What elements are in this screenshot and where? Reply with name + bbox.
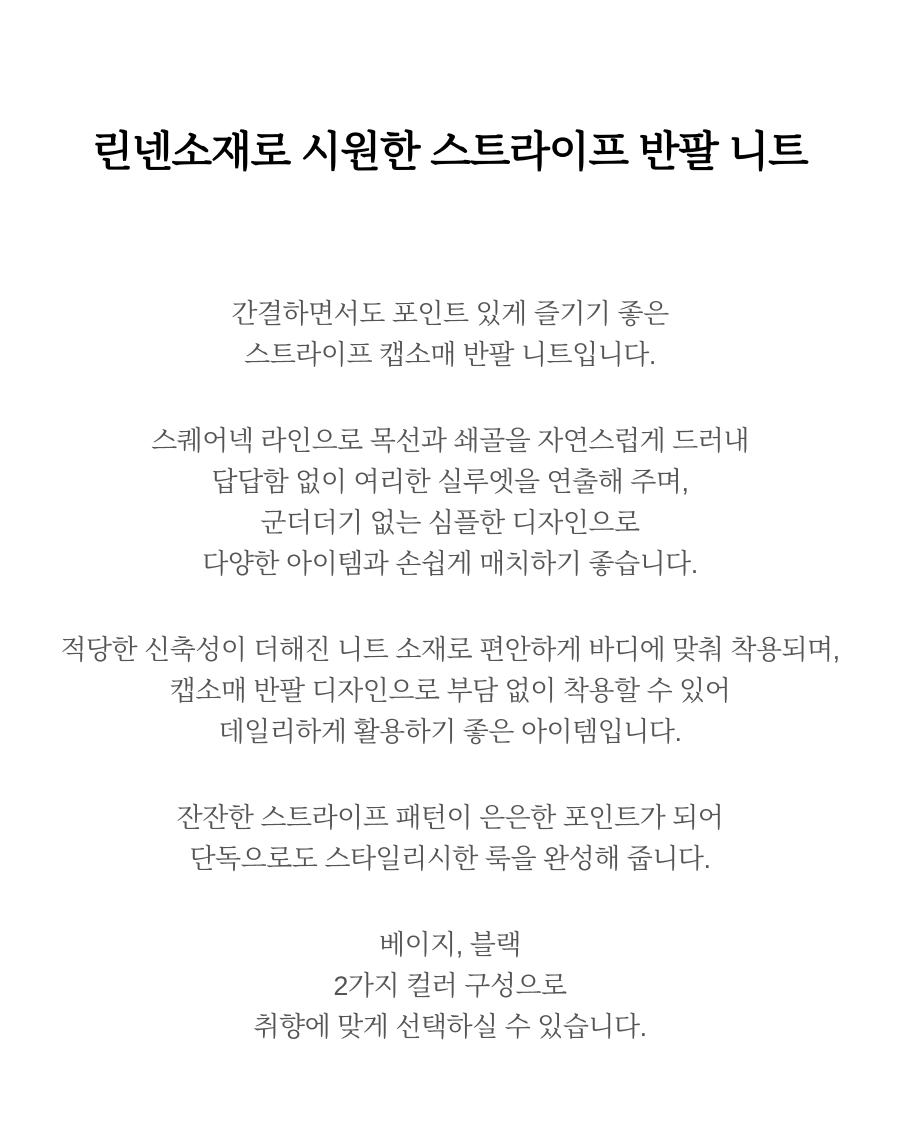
description-paragraph-4 (0, 798, 900, 880)
description-line: 적당한 신축성이 더해진 니트 소재로 편안하게 바디에 맞춰 착용되며, (60, 635, 840, 665)
description-line: 단독으로도 스타일리시한 룩을 완성해 줍니다. (189, 844, 711, 874)
product-description-title: 린넨소재로 시원한 스트라이프 반팔 니트 (92, 128, 808, 175)
description-line: 스트라이프 캡소매 반팔 니트입니다. (244, 340, 656, 370)
description-line: 베이지, 블랙 (379, 930, 521, 960)
description-line: 캡소매 반팔 디자인으로 부담 없이 착용할 수 있어 (169, 676, 731, 706)
description-line: 간결하면서도 포인트 있게 즐기기 좋은 (231, 299, 669, 329)
description-line: 데일리하게 활용하기 좋은 아이템입니다. (218, 717, 682, 747)
description-line: 잔잔한 스트라이프 패턴이 은은한 포인트가 되어 (176, 803, 724, 833)
description-line: 취향에 맞게 선택하실 수 있습니다. (253, 1012, 647, 1042)
description-paragraph-2 (0, 421, 900, 585)
description-line: 2가지 컬러 구성으로 (333, 971, 567, 1001)
description-line: 다양한 아이템과 손쉽게 매치하기 좋습니다. (202, 549, 698, 579)
description-line: 답답함 없이 여리한 실루엣을 연출해 주며, (211, 467, 689, 497)
description-line: 군더더기 없는 심플한 디자인으로 (260, 508, 640, 538)
description-paragraph-5 (0, 925, 900, 1048)
description-line: 스퀘어넥 라인으로 목선과 쇄골을 자연스럽게 드러내 (151, 426, 749, 456)
description-paragraph-3 (0, 630, 900, 753)
description-paragraph-1 (0, 294, 900, 376)
description-paragraphs (0, 294, 900, 1048)
